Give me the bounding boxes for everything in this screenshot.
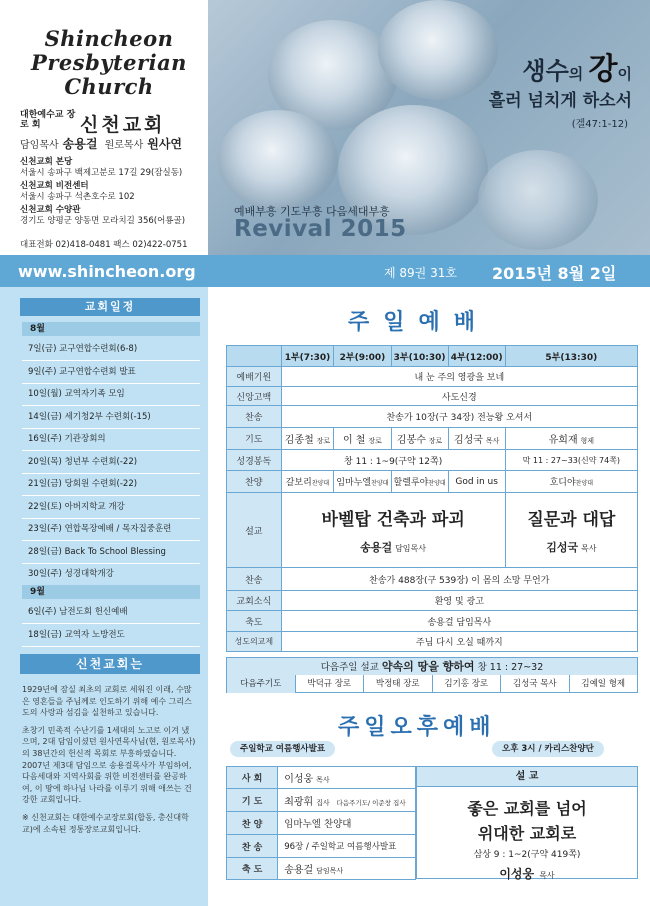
intro-paragraph: 초창기 민족적 수난기를 1세대의 노고로 이겨 냈으며, 2대 담임이셨던 원사연목사님(현, 원로목사)의 38년간의 헌신적 목회로 부흥하였습니다. 2007년 제3대 담임으로 송용걸목사가 부임하여, 다음세대와 지역사회를 위한 비전센터를 완공하여, 이 땅에 하나님 나라를 이루기 위해 애쓰는 건강한 교회입니다. xyxy=(22,725,196,805)
address-retreat: 신천교회 수양관 경기도 양평군 양동면 모라치길 356(어룡골) xyxy=(20,205,186,226)
afternoon-sermon-title-2: 위대한 교회로 xyxy=(477,824,577,843)
address-main: 신천교회 본당 서울시 송파구 백제고분로 17길 29(잠실동) xyxy=(20,157,183,178)
worship-table xyxy=(226,345,638,652)
schedule-event: 7일(금) 교구연합수련회(6-8) xyxy=(22,337,200,361)
schedule-event: 6일(주) 남전도회 헌신예배 xyxy=(22,600,200,624)
website-link[interactable]: www.shincheon.org xyxy=(18,262,196,281)
schedule-event: 14일(금) 세기청2부 수련회(-15) xyxy=(22,405,200,429)
corner-cell xyxy=(227,346,282,367)
table-row: 예배기원 내 눈 주의 영광을 보네 xyxy=(227,367,638,387)
table-row: 축도 송용걸 담임목사 xyxy=(227,611,638,632)
table-row: 찬송 찬송가 10장(구 34장) 전능왕 오셔서 xyxy=(227,406,638,428)
phone-fax: 대표전화 02)418-0481 팩스 02)422-0751 xyxy=(20,240,188,250)
service-5: 5부(13:30) xyxy=(505,346,637,367)
schedule-event: 22일(토) 아버지학교 개강 xyxy=(22,495,200,519)
table-row: 찬 양 임마누엘 찬양대 xyxy=(227,812,416,835)
schedule-event: 21일(금) 당회원 수련회(-22) xyxy=(22,472,200,496)
month-august: 8월 xyxy=(22,322,200,336)
afternoon-sermon-head: 설 교 xyxy=(417,767,637,787)
next-week-sermon: 다음주일 설교 약속의 땅을 향하여 창 11 : 27~32 xyxy=(227,658,637,675)
table-row: 기 도 최광휘 집사 다음주기도/ 이준창 집사 xyxy=(227,789,416,812)
intro-heading: 신천교회는 xyxy=(20,654,200,674)
afternoon-sermon xyxy=(416,766,638,879)
emeritus-title: 원로목사 xyxy=(104,140,144,151)
intro-paragraph: 1929년에 잠실 최초의 교회로 세워진 이래, 수많은 영혼들을 주님께로 인도하기 위해 예수 그리스도의 사랑과 섬김을 실천하고 있습니다. xyxy=(22,685,192,718)
service-4: 4부(12:00) xyxy=(448,346,505,367)
sermon-title-5: 질문과 대답 xyxy=(527,510,616,530)
table-row: 찬양 갈보리찬양대 임마누엘찬양대 할렐루야찬양대 God in us 호디야찬양대 xyxy=(227,471,638,493)
table-row: 성경봉독 창 11 : 1~9(구약 12쪽) 막 11 : 27~33(신약 74쪽) xyxy=(227,450,638,471)
table-row: 찬 송 96장 / 주일학교 여름행사발표 xyxy=(227,835,416,858)
hero-banner xyxy=(208,0,650,255)
schedule-event: 28일(금) Back To School Blessing xyxy=(22,540,200,564)
service-3: 3부(10:30) xyxy=(391,346,448,367)
address-vision: 신천교회 비전센터 서울시 송파구 석촌호수로 102 xyxy=(20,181,135,202)
afternoon-pill-right: 오후 3시 / 카리스찬양단 xyxy=(492,741,604,757)
schedule-event: 9일(주) 교구연합수련회 발표 xyxy=(22,360,200,384)
worship-header-row xyxy=(227,346,638,367)
pastors xyxy=(20,135,186,152)
schedule-event: 23일(주) 연합목장예배 / 목자집중훈련 xyxy=(22,517,200,541)
table-row: 찬송 찬송가 488장(구 539장) 이 몸의 소망 무언가 xyxy=(227,568,638,591)
schedule-event: 10일(월) 교역자기족 모임 xyxy=(22,382,200,406)
schedule-event: 16일(주) 기관장회의 xyxy=(22,427,200,451)
afternoon-pill-left: 주일학교 여름행사발표 xyxy=(230,741,335,757)
table-row: 성도의교제 주님 다시 오실 때까지 xyxy=(227,632,638,652)
hero-title: 생수의 강이 xyxy=(522,52,632,87)
next-week-prayer: 다음주기도 박덕규 장로 박정태 장로 김기홍 장로 김성국 목사 김예일 형제 xyxy=(227,675,637,693)
table-row: 축 도 송용걸 담임목사 xyxy=(227,858,416,880)
afternoon-table xyxy=(226,766,416,880)
hero-slogan: 예배부흥 기도부흥 다음세대부흥 xyxy=(234,205,390,218)
rose-image xyxy=(378,0,498,100)
hero-subtitle: 흘러 넘치게 하소서 xyxy=(488,91,632,111)
schedule-event: 30일(주) 성경대학개강 xyxy=(22,562,200,586)
sermon-title: 바벨탑 건축과 파괴 xyxy=(321,510,465,530)
table-row: 교회소식 환영 및 광고 xyxy=(227,591,638,611)
rose-image xyxy=(218,110,338,210)
logo-line-2: Presbyterian xyxy=(31,50,187,75)
service-1: 1부(7:30) xyxy=(281,346,334,367)
schedule-event: 20일(목) 청년부 수련회(-22) xyxy=(22,450,200,474)
hero-revival: Revival 2015 xyxy=(234,216,407,242)
sermon-row: 설교 바벨탑 건축과 파괴 송용걸 담임목사 질문과 대답 김성국 목사 xyxy=(227,493,638,568)
table-row: 사 회 이성웅 목사 xyxy=(227,767,416,789)
next-week-box xyxy=(226,657,638,693)
table-row: 신앙고백 사도신경 xyxy=(227,387,638,406)
church-name: 신천교회 xyxy=(80,114,166,136)
schedule-heading: 교회일정 xyxy=(20,298,200,316)
rose-image xyxy=(478,150,598,250)
afternoon-title: 주일오후예배 xyxy=(338,715,496,740)
intro-text xyxy=(22,684,196,841)
logo-line-1: Shincheon xyxy=(44,26,174,51)
afternoon-sermon-title-1: 좋은 교회를 넘어 xyxy=(467,799,587,818)
table-row: 기도 김종철 장로 이 철 장로 김봉수 장로 김성국 목사 유희재 형제 xyxy=(227,428,638,450)
month-september: 9월 xyxy=(22,585,200,599)
church-info-panel xyxy=(0,0,208,255)
schedule-event: 18일(금) 교역자 노방전도 xyxy=(22,623,200,647)
bulletin-date: 2015년 8월 2일 xyxy=(492,264,617,283)
worship-title: 주일예배 xyxy=(348,310,490,335)
afternoon-preacher: 이성웅 목사 xyxy=(499,867,555,881)
service-2: 2부(9:00) xyxy=(334,346,391,367)
denomination: 대한예수교 장 로 회 xyxy=(20,110,76,130)
logo-line-3: Church xyxy=(64,74,154,99)
intro-note: ※ 신천교회는 대한예수교장로회(합동, 총신대학교)에 소속된 정통장로교회입니다. xyxy=(22,812,189,834)
emeritus-name: 원사연 xyxy=(147,137,183,151)
issue-number: 제 89권 31호 xyxy=(384,266,457,280)
pastor-name: 송용걸 xyxy=(62,137,98,151)
hero-reference: (겔47:1-12) xyxy=(571,119,628,130)
afternoon-sermon-ref: 삼상 9 : 1~2(구약 419쪽) xyxy=(473,850,581,860)
pastor-title: 담임목사 xyxy=(20,140,59,151)
